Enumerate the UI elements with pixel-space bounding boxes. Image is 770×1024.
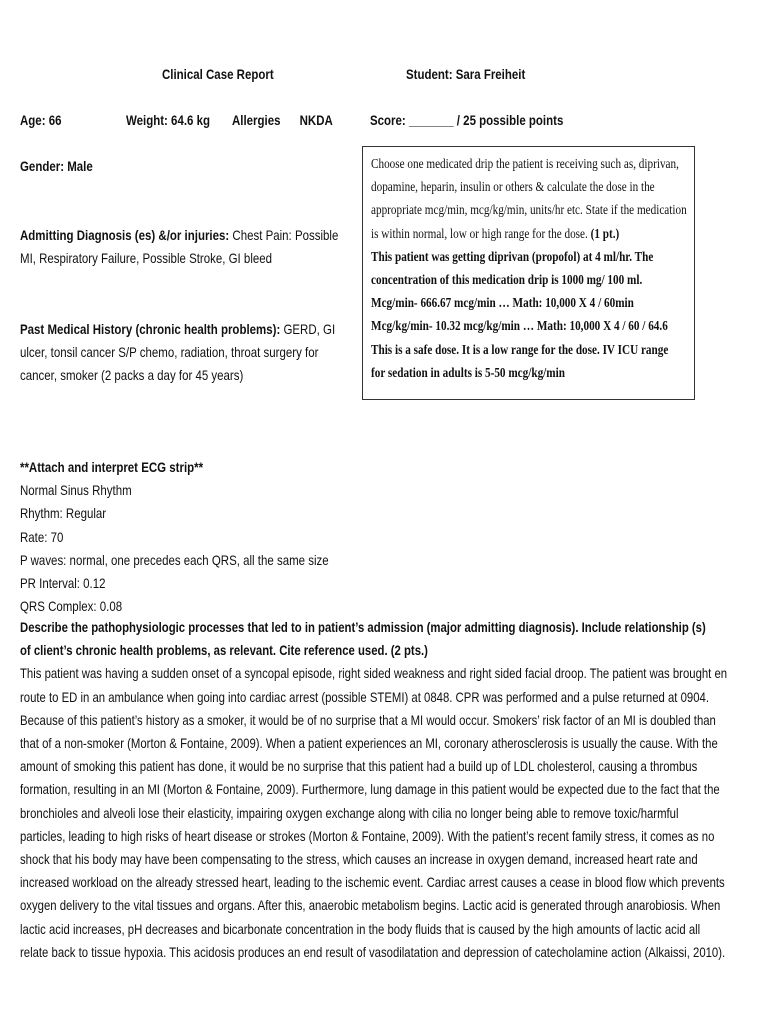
patient-age: Age: 66 bbox=[20, 112, 62, 128]
drip-answer-line: concentration of this medication drip is 1000 mg/ 100 ml. bbox=[371, 273, 643, 289]
past-medical-history-text: GERD, GI ulcer, tonsil cancer S/P chemo, radiation, throat surgery for cancer, smoker (2 packs a day for 45 years) bbox=[20, 321, 336, 383]
ecg-heading: **Attach and interpret ECG strip** bbox=[20, 459, 204, 475]
pathophysiology-body-line: formation, resulting in an MI (Morton & Fontaine, 2009). Furthermore, lung damage in this patient would be expected due to the fact that the bbox=[20, 781, 720, 798]
pathophysiology-body-line: relate back to tissue hypoxia. This acidosis produces an end result of vasodilatation and depression of catecholamine action (Alkaissi, 2010). bbox=[20, 943, 726, 960]
patient-gender: Gender: Male bbox=[20, 158, 93, 174]
drip-answer-line: This patient was getting diprivan (propofol) at 4 ml/hr. The bbox=[371, 249, 654, 265]
pathophysiology-body-line: route to ED in an ambulance when going into cardiac arrest (possible STEMI) at 0848. CPR was performed and a pulse returned at 0904. bbox=[20, 688, 709, 705]
pathophysiology-body-line: amount of smoking this patient has done, it would be no surprise that this patient had a build up of LDL cholesterol, causing a thrombus bbox=[20, 758, 698, 775]
past-medical-history-label: Past Medical History (chronic health problems): bbox=[20, 321, 281, 337]
pathophysiology-heading-line: Describe the pathophysiologic processes that led to in patient’s admission (major admitting diagnosis). Include relationship (s) bbox=[20, 619, 706, 635]
drip-answer-line: Mcg/min- 666.67 mcg/min … Math: 10,000 X 4 / 60min bbox=[371, 296, 634, 312]
drip-points: (1 pt.) bbox=[587, 226, 620, 242]
score-line: Score: _______ / 25 possible points bbox=[370, 112, 564, 128]
ecg-line: P waves: normal, one precedes each QRS, all the same size bbox=[20, 551, 329, 568]
pathophysiology-section bbox=[20, 616, 749, 964]
ecg-line: Rate: 70 bbox=[20, 528, 64, 545]
pathophysiology-body-line: oxygen delivery to the vital tissues and organs. After this, anaerobic metabolism begins. Lactic acid is generated through anarobiosis. When bbox=[20, 897, 721, 914]
medication-drip-text bbox=[371, 153, 687, 385]
pathophysiology-body-line: particles, leading to high risks of heart disease or strokes (Morton & Fontaine, 2009). With the patient’s recent family stress, it comes as no bbox=[20, 827, 715, 844]
pathophysiology-body-line: lactic acid increases, pH decreases and bicarbonate concentration in the body fluids that is caused by the high amounts of lactic acid all bbox=[20, 920, 701, 937]
student-name: Student: Sara Freiheit bbox=[406, 66, 526, 82]
pathophysiology-body-line: that of a non-smoker (Morton & Fontaine, 2009). When a patient experiences an MI, coronary atherosclerosis is usually the cause. With the bbox=[20, 735, 718, 752]
patient-allergies: Allergies NKDA bbox=[232, 112, 333, 128]
drip-answer-line: This is a safe dose. It is a low range for the dose. IV ICU range bbox=[371, 342, 669, 358]
pathophysiology-body-line: increased workload on the already stressed heart, leading to the ischemic event. Cardiac arrest causes a cease in blood flow which prevents bbox=[20, 874, 725, 891]
pathophysiology-body-line: Because of this patient’s history as a smoker, it would be of no surprise that a MI would occur. Smokers’ risk factor of an MI is doubled than bbox=[20, 711, 716, 728]
ecg-line: Rhythm: Regular bbox=[20, 505, 107, 522]
drip-answer-line: for sedation in adults is 5-50 mcg/kg/min bbox=[371, 365, 565, 381]
ecg-line: Normal Sinus Rhythm bbox=[20, 482, 132, 499]
ecg-line: PR Interval: 0.12 bbox=[20, 575, 106, 592]
admitting-diagnosis-text: Chest Pain: Possible MI, Respiratory Failure, Possible Stroke, GI bleed bbox=[20, 227, 339, 266]
ecg-section bbox=[20, 456, 364, 618]
pathophysiology-body-line: bronchioles and alveoli lose their elasticity, impairing oxygen exchange along with cilia no longer being able to remove toxic/harmful bbox=[20, 804, 679, 821]
drip-prompt: Choose one medicated drip the patient is receiving such as, diprivan, dopamine, heparin, insulin or others & calculate the dose in the appropriate mcg/min, mcg/kg/min, units/hr etc. State if the medication is within normal, low or high range for the dose. bbox=[371, 157, 687, 242]
pathophysiology-body-line: This patient was having a sudden onset of a syncopal episode, right sided weakness and right sided facial droop. The patient was brought en bbox=[20, 665, 728, 682]
ecg-line: QRS Complex: 0.08 bbox=[20, 598, 123, 615]
past-medical-history bbox=[20, 318, 348, 387]
drip-answer-line: Mcg/kg/min- 10.32 mcg/kg/min … Math: 10,000 X 4 / 60 / 64.6 bbox=[371, 319, 668, 335]
patient-weight: Weight: 64.6 kg bbox=[126, 112, 210, 128]
report-title: Clinical Case Report bbox=[162, 66, 274, 82]
pathophysiology-heading-line: of client’s chronic health problems, as relevant. Cite reference used. (2 pts.) bbox=[20, 642, 428, 659]
medication-drip-box bbox=[362, 146, 695, 400]
admitting-diagnosis-label: Admitting Diagnosis (es) &/or injuries: bbox=[20, 227, 230, 243]
admitting-diagnosis bbox=[20, 224, 348, 270]
pathophysiology-body-line: shock that his body may have been compensating to the stress, which causes an increase in oxygen demand, increased heart rate and bbox=[20, 851, 698, 868]
